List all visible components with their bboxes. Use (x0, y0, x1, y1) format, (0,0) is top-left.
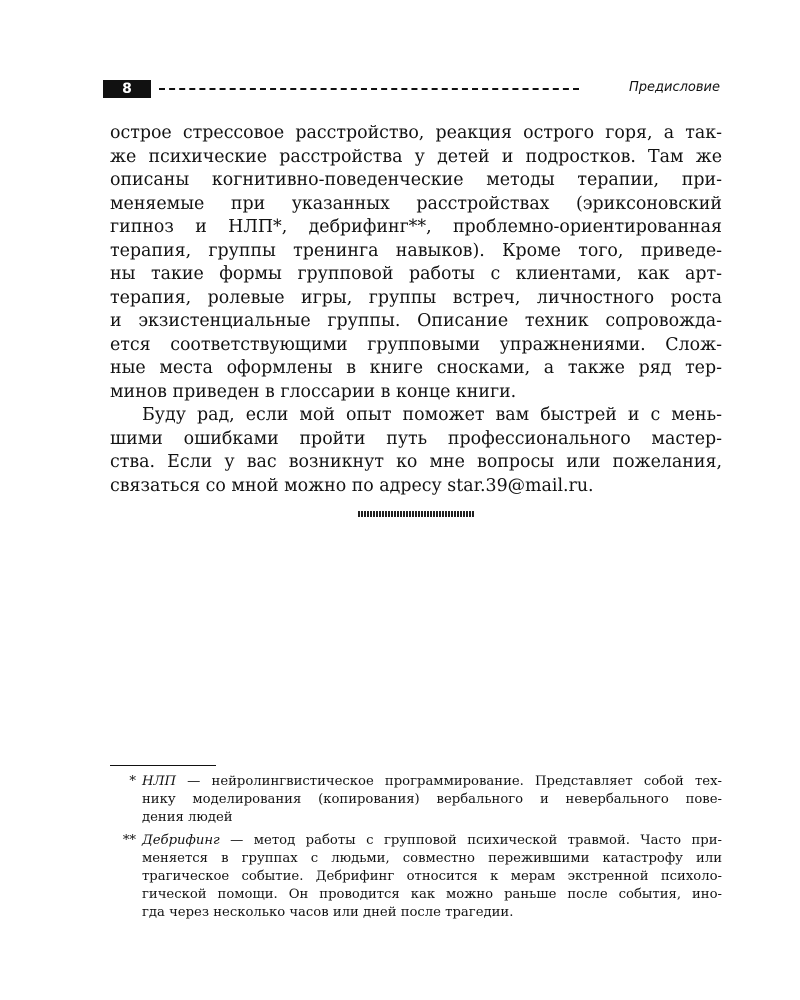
footnote-text: — нейролингвистическое программирование. Представляет собой тех- (176, 774, 722, 789)
footnote-debriefing (110, 832, 722, 921)
footnote-text: гической помощи. Он проводится как можно раньше после события, ино- (142, 886, 722, 902)
text-line: меняемые при указанных расстройствах (эриксоновский (110, 193, 722, 214)
footnote-text: меняется в группах с людьми, совместно пережившими катастрофу или (142, 851, 722, 867)
body-text (110, 122, 722, 498)
text-line: терапия, ролевые игры, группы встреч, личностного роста (110, 287, 722, 308)
footnote-term: НЛП (142, 774, 177, 789)
page-header (103, 78, 720, 100)
footnote-rule (110, 765, 216, 766)
footnote-term: Дебрифинг (142, 833, 220, 849)
page-number: 8 (103, 80, 151, 98)
running-title: Предисловие (629, 80, 720, 95)
footnote-mark: ** (122, 833, 136, 849)
footnote-nlp (110, 773, 722, 826)
footnote-text: трагическое событие. Дебрифинг относится к мерам экстренной психоло- (142, 868, 722, 884)
header-dashed-rule (159, 88, 579, 90)
paragraph-2 (110, 404, 722, 498)
text-line: и экзистенциальные группы. Описание техник сопровожда- (110, 311, 722, 331)
footnote-text: — метод работы с групповой психической травмой. Часто при- (219, 833, 722, 849)
footnote-text: гда через несколько часов или дней после трагедии. (142, 904, 514, 920)
text-line: ства. Если у вас возникнут ко мне вопросы или пожелания, (110, 452, 722, 472)
text-line: гипноз и НЛП*, дебрифинг**, проблемно-ориентированная (110, 217, 722, 237)
footnote-text: дения людей (142, 809, 233, 825)
text-line: же психические расстройства у детей и подростков. Там же (110, 146, 722, 167)
footnote-mark: * (129, 774, 136, 789)
text-line: Буду рад, если мой опыт поможет вам быстрей и с мень- (142, 405, 722, 425)
text-line: терапия, группы тренинга навыков). Кроме того, приведе- (110, 240, 722, 261)
text-line: связаться со мной можно по адресу star.39@mail.ru. (110, 475, 594, 496)
text-line: шими ошибками пройти путь профессионального мастер- (110, 428, 722, 449)
text-line: ные места оформлены в книге сносками, а также ряд тер- (110, 358, 722, 378)
footnotes (110, 773, 722, 927)
text-line: ется соответствующими групповыми упражнениями. Слож- (110, 334, 722, 355)
footnote-text: нику моделирования (копирования) вербального и невербального пове- (142, 791, 722, 807)
text-line: ны такие формы групповой работы с клиентами, как арт- (110, 264, 722, 284)
section-end-ornament (358, 511, 474, 517)
paragraph-1 (110, 122, 722, 404)
text-line: минов приведен в глоссарии в конце книги. (110, 381, 517, 402)
text-line: острое стрессовое расстройство, реакция острого горя, а так- (110, 123, 722, 143)
text-line: описаны когнитивно-поведенческие методы терапии, при- (110, 170, 722, 190)
